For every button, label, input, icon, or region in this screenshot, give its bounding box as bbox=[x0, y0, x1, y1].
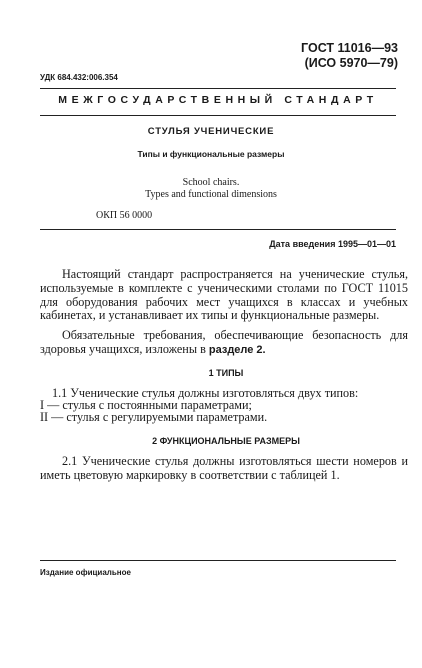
english-title-line1: School chairs. bbox=[182, 177, 240, 188]
type-2-line: II — стулья с регулируемыми параметрами. bbox=[40, 410, 268, 424]
footer-rule bbox=[40, 560, 396, 561]
iso-code: (ИСО 5970—79) bbox=[304, 56, 398, 70]
paragraph-requirements bbox=[40, 329, 408, 358]
requirements-text: Обязательные требования, обеспечивающие безопасность для здоровья учащихся, изложены в bbox=[40, 328, 408, 356]
paragraph-scope: Настоящий стандарт распространяется на ученические стулья, используемые в комплекте с ученическими столами по ГОСТ 11015 для оборудования рабочих мест учащихся в классах и учебных кабинетах, и устанавливает их типы и функциональные размеры. bbox=[40, 267, 408, 323]
section-1-heading: 1 ТИПЫ bbox=[208, 368, 244, 378]
top-rule bbox=[40, 88, 396, 89]
clause-2-1: 2.1 Ученические стулья должны изготовляться шести номеров и иметь цветовую маркировку в соответствии с таблицей 1. bbox=[40, 454, 408, 482]
document-title: СТУЛЬЯ УЧЕНИЧЕСКИЕ bbox=[147, 126, 275, 137]
official-edition-label: Издание официальное bbox=[40, 568, 131, 577]
udk-code: УДК 684.432:006.354 bbox=[40, 73, 118, 82]
type-1-line: I — стулья с постоянными параметрами; bbox=[40, 398, 252, 412]
okp-code: ОКП 56 0000 bbox=[96, 210, 153, 221]
section-2-heading: 2 ФУНКЦИОНАЛЬНЫЕ РАЗМЕРЫ bbox=[152, 436, 300, 446]
document-subtitle: Типы и функциональные размеры bbox=[137, 149, 285, 159]
standard-label: МЕЖГОСУДАРСТВЕННЫЙ СТАНДАРТ bbox=[58, 94, 378, 106]
gost-code: ГОСТ 11016—93 bbox=[301, 41, 398, 55]
english-title-line2: Types and functional dimensions bbox=[145, 189, 277, 200]
date-rule bbox=[40, 229, 396, 230]
section-reference: разделе 2. bbox=[208, 343, 266, 356]
standard-code-block bbox=[301, 41, 398, 71]
clause-1-1: 1.1 Ученические стулья должны изготовляться двух типов: bbox=[52, 386, 359, 400]
middle-rule bbox=[40, 115, 396, 116]
english-title bbox=[0, 177, 422, 201]
introduction-date: Дата введения 1995—01—01 bbox=[269, 239, 396, 249]
